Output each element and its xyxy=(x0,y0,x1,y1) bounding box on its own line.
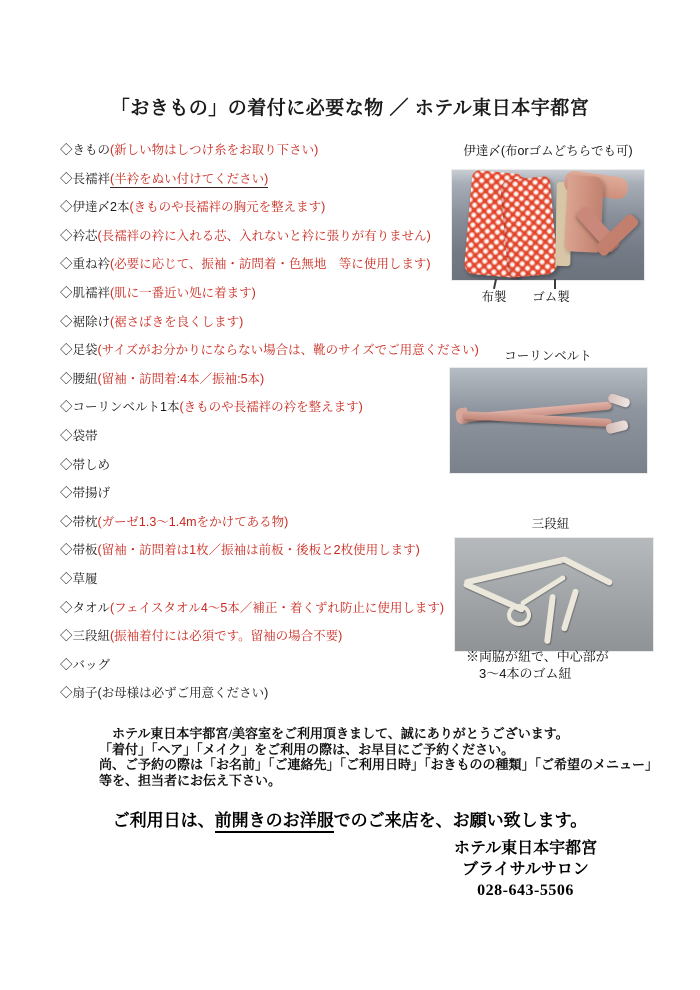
notice-post: でのご来店を、お願い致します。 xyxy=(333,811,588,830)
list-item xyxy=(60,479,500,508)
list-item xyxy=(60,165,500,194)
paragraph-line: ホテル東日本宇都宮/美容室をご利用頂きまして、誠にありがとうございます。 xyxy=(112,726,569,741)
item-label: ◇足袋 xyxy=(60,343,98,358)
list-item xyxy=(60,279,500,308)
page-title: 「おきもの」の着付に必要な物 ／ ホテル東日本宇都宮 xyxy=(110,98,590,119)
salon-greeting-paragraph xyxy=(99,726,669,788)
label-rubber-made: ゴム製 xyxy=(532,290,570,304)
list-item xyxy=(60,536,500,565)
item-label: ◇帯板 xyxy=(60,543,98,558)
item-note: (サイズがお分かりにならない場合は、靴のサイズでご用意ください) xyxy=(97,343,479,358)
list-item xyxy=(60,422,500,451)
cord-tail-illustration xyxy=(544,594,556,644)
list-item xyxy=(60,222,500,251)
sandan-himo-note xyxy=(466,649,609,682)
notice-underlined: 前開きのお洋服 xyxy=(215,811,334,833)
item-label: ◇帯しめ xyxy=(60,457,111,472)
item-label: ◇長襦袢 xyxy=(60,171,111,186)
list-item xyxy=(60,594,500,623)
list-item xyxy=(60,508,500,537)
list-item xyxy=(60,565,500,594)
item-label: ◇腰紐 xyxy=(60,371,98,386)
item-checklist xyxy=(60,136,500,708)
hotel-name: ホテル東日本宇都宮 xyxy=(453,840,598,857)
item-note: (フェイスタオル4〜5本／補正・着くずれ防止に使用します) xyxy=(110,600,444,615)
item-label: ◇帯枕 xyxy=(60,514,98,529)
photo-caption-datejime: 伊達〆(布orゴムどちらでも可) xyxy=(463,144,633,158)
item-note: (ガーゼ1.3〜1.4mをかけてある物) xyxy=(97,514,289,529)
visit-day-notice xyxy=(0,806,700,831)
item-label: ◇三段紐 xyxy=(60,629,111,644)
item-label: ◇タオル xyxy=(60,600,111,615)
phone-number: 028-643-5506 xyxy=(477,882,574,899)
item-label: ◇衿芯 xyxy=(60,228,98,243)
note-line: ※両脇が紐で、中心部が xyxy=(466,649,609,664)
item-note: (肌に一番近い処に着ます) xyxy=(110,285,256,300)
shibori-cloth-fold-illustration xyxy=(500,176,558,278)
list-item xyxy=(60,193,500,222)
item-note: (きものや長襦袢の胸元を整えます) xyxy=(129,200,326,215)
list-item xyxy=(60,308,500,337)
item-note: (長襦袢の衿に入れる芯、入れないと衿に張りが有りません) xyxy=(97,228,431,243)
paragraph-line: 尚、ご予約の際は「お名前」「ご連絡先」「ご利用日時」「おきものの種類」「ご希望のメニュー」 xyxy=(99,757,659,772)
list-item xyxy=(60,136,500,165)
photo-caption-sandan-himo: 三段紐 xyxy=(531,517,570,531)
cord-tail-illustration xyxy=(561,588,580,632)
item-note: (留袖・訪問着:4本／振袖:5本) xyxy=(97,371,265,386)
list-item xyxy=(60,651,500,680)
item-note: (きものや長襦袢の衿を整えます) xyxy=(179,400,363,415)
label-cloth-made: 布製 xyxy=(481,290,507,304)
photo-caption-korin-belt: コーリンベルト xyxy=(504,349,592,363)
korin-belt-photo xyxy=(450,368,647,473)
cord-strand-illustration xyxy=(561,556,614,587)
item-label: ◇重ね衿 xyxy=(60,257,111,272)
item-label: ◇肌襦袢 xyxy=(60,285,111,300)
list-item xyxy=(60,365,500,394)
list-item xyxy=(60,622,500,651)
contact-block xyxy=(398,838,653,901)
item-label: ◇バッグ xyxy=(60,657,111,672)
cord-loop-illustration xyxy=(507,604,531,626)
item-label: ◇袋帯 xyxy=(60,428,98,443)
list-item xyxy=(60,679,500,708)
item-label: ◇裾除け xyxy=(60,314,111,329)
paragraph-line: 等を、担当者にお伝え下さい。 xyxy=(99,772,282,788)
notice-pre: ご利用日は、 xyxy=(112,811,215,830)
list-item xyxy=(60,336,500,365)
sandan-himo-photo xyxy=(455,538,653,651)
list-item xyxy=(60,393,500,422)
paragraph-line: 「着付」「ヘア」「メイク」をご利用の際は、お早目にご予約ください。 xyxy=(99,741,515,757)
item-label: ◇草履 xyxy=(60,571,98,586)
item-note: (必要に応じて、振袖・訪問着・色無地 等に使用します) xyxy=(110,257,431,272)
item-label: ◇きもの xyxy=(60,143,111,157)
note-line: 3〜4本のゴム紐 xyxy=(479,665,572,681)
item-note: (新しい物はしつけ糸をお取り下さい) xyxy=(110,143,319,157)
datejime-photo xyxy=(452,170,644,280)
item-label: ◇帯揚げ xyxy=(60,486,111,501)
cord-strand-illustration xyxy=(520,575,567,607)
list-item xyxy=(60,451,500,480)
item-note: (お母様は必ずご用意ください) xyxy=(97,686,269,701)
item-note: (裾さばきを良くします) xyxy=(110,314,244,329)
item-label: ◇伊達〆2本 xyxy=(60,200,130,215)
item-label: ◇コーリンベルト1本 xyxy=(60,400,180,415)
item-note: (半衿をぬい付けてください) xyxy=(110,171,269,186)
salon-name: ブライサルサロン xyxy=(462,861,589,878)
list-item xyxy=(60,250,500,279)
item-note: (振袖着付には必須です。留袖の場合不要) xyxy=(110,629,343,644)
item-note: (留袖・訪問着は1枚／振袖は前板・後板と2枚使用します) xyxy=(97,543,420,558)
item-label: ◇扇子 xyxy=(60,686,98,701)
